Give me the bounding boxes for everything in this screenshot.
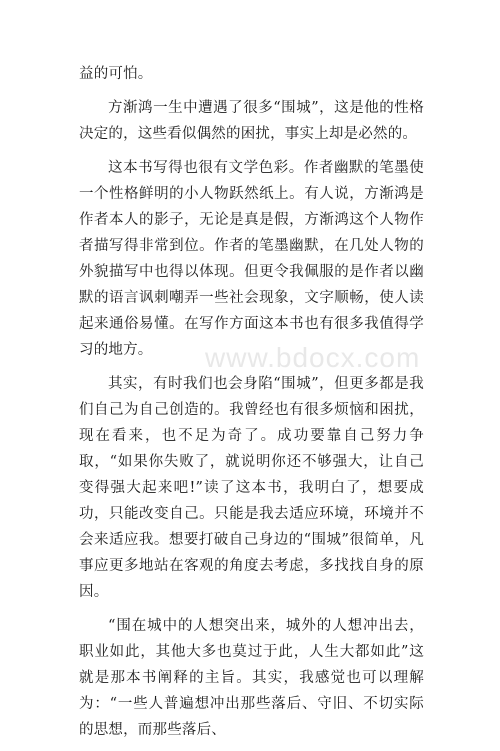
document-body [79, 61, 424, 751]
paragraph-personal-siege: 其实，有时我们也会身陷“围城”，但更多都是我们自己为自己创造的。我曾经也有很多烦恼和困扰，现在看来，也不足为奇了。成功要靠自己努力争取，“如果你失败了，就说明你还不够强大，让自己变得强大起来吧!”读了这本书，我明白了，想要成功，只能改变自己。只能是我去适应环境，环境并不会来适应我。想要打破自己身边的“围城”很简单，凡事应更多地站在客观的角度去考虑，多找找自身的原因。 [79, 376, 424, 600]
paragraph-literary-style: 这本书写得也很有文学色彩。作者幽默的笔墨使一个性格鲜明的小人物跃然纸上。有人说，方渐鸿是作者本人的影子，无论是真是假，方渐鸿这个人物作者描写得非常到位。作者的笔墨幽默，在几处人物的外貌描写中也得以体现。但更令我佩服的是作者以幽默的语言讽刺嘲弄一些社会现象，文字顺畅，使人读起来通俗易懂。在写作方面这本书也有很多我值得学习的地方。 [79, 160, 424, 358]
paragraph-continuation: 益的可怕。 [79, 66, 153, 82]
watermark-text: www.bdocx.com [205, 342, 421, 373]
paragraph-theme-quote: “围在城中的人想突出来，城外的人想冲出去，职业如此，其他大多也莫过于此，人生大都如此”这就是那本书阐释的主旨。其实，我感觉也可以理解为：“一些人普遍想冲出那些落后、守旧、不切实际的思想，而那些落后、 [79, 618, 424, 738]
paragraph-fang-hongjian: 方渐鸿一生中遭遇了很多“围城”，这是他的性格决定的，这些看似偶然的困扰，事实上却是必然的。 [79, 100, 424, 142]
